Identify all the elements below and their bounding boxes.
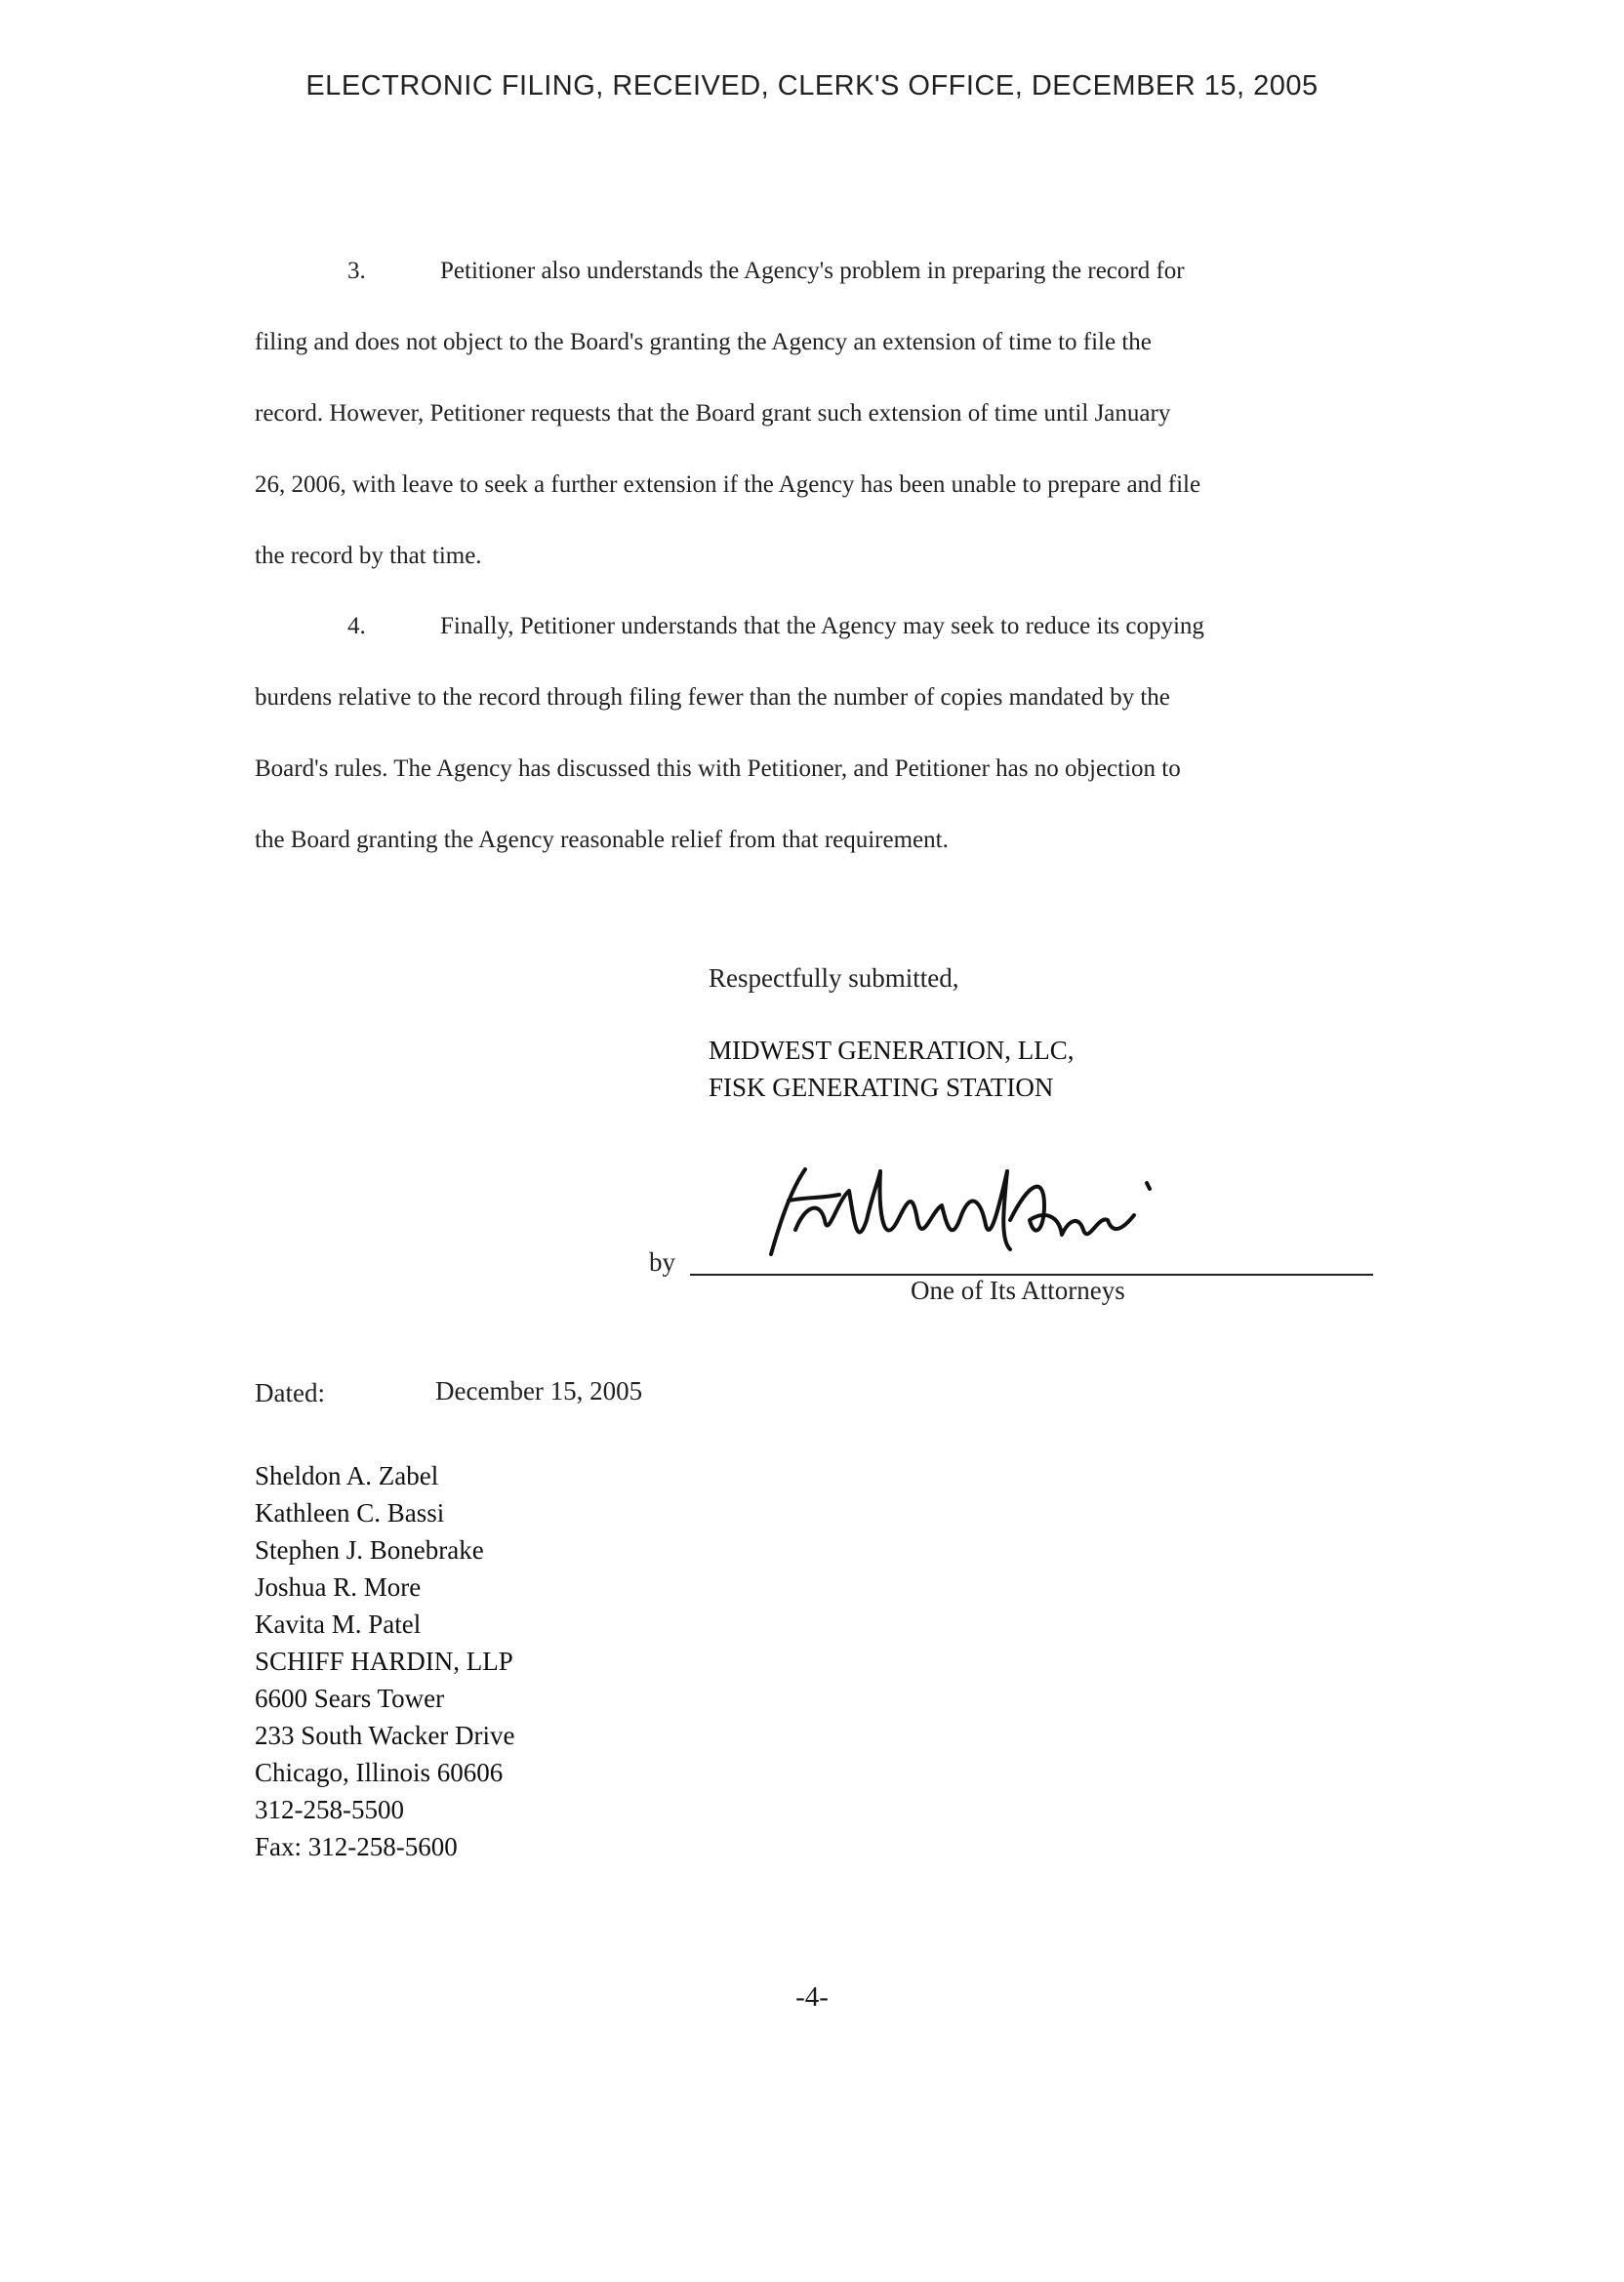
attorney-block bbox=[255, 1457, 515, 1865]
by-label: by bbox=[649, 1247, 675, 1277]
paragraph-line: Board's rules. The Agency has discussed this with Petitioner, and Petitioner has no objection to bbox=[255, 755, 1181, 782]
paragraph-line: burdens relative to the record through filing fewer than the number of copies mandated by the bbox=[255, 684, 1170, 711]
attorney-line: SCHIFF HARDIN, LLP bbox=[255, 1647, 513, 1676]
paragraph-line: Petitioner also understands the Agency's problem in preparing the record for bbox=[440, 258, 1185, 284]
paragraph-line: the Board granting the Agency reasonable relief from that requirement. bbox=[255, 827, 949, 853]
paragraph-line: 26, 2006, with leave to seek a further extension if the Agency has been unable to prepare and file bbox=[255, 471, 1201, 498]
dated-label: Dated: bbox=[255, 1378, 325, 1407]
attorney-line: 233 South Wacker Drive bbox=[255, 1721, 515, 1750]
closing-text: Respectfully submitted, bbox=[709, 963, 959, 993]
page-number: -4- bbox=[795, 1981, 829, 2013]
paragraph-line: filing and does not object to the Board's granting the Agency an extension of time to file the bbox=[255, 329, 1152, 355]
paragraph-line: record. However, Petitioner requests that the Board grant such extension of time until January bbox=[255, 400, 1171, 427]
attorney-line: 6600 Sears Tower bbox=[255, 1684, 445, 1713]
party-name bbox=[709, 1032, 1074, 1106]
attorney-line: Fax: 312-258-5600 bbox=[255, 1832, 458, 1861]
attorney-line: Kathleen C. Bassi bbox=[255, 1498, 445, 1528]
paragraph-line: Finally, Petitioner understands that the Agency may seek to reduce its copying bbox=[440, 613, 1204, 639]
party-line: FISK GENERATING STATION bbox=[709, 1073, 1054, 1102]
dated-value: December 15, 2005 bbox=[435, 1376, 643, 1406]
attorney-line: Sheldon A. Zabel bbox=[255, 1461, 439, 1490]
filing-header: ELECTRONIC FILING, RECEIVED, CLERK'S OFFICE, DECEMBER 15, 2005 bbox=[305, 70, 1319, 102]
party-line: MIDWEST GENERATION, LLC, bbox=[709, 1036, 1075, 1065]
attorney-line: Chicago, Illinois 60606 bbox=[255, 1758, 504, 1787]
attorney-line: 312-258-5500 bbox=[255, 1795, 404, 1824]
attorney-line: Stephen J. Bonebrake bbox=[255, 1535, 484, 1565]
attorney-line: Kavita M. Patel bbox=[255, 1610, 422, 1639]
attorney-line: Joshua R. More bbox=[255, 1572, 422, 1602]
signature-caption: One of Its Attorneys bbox=[911, 1276, 1125, 1305]
handwritten-signature bbox=[751, 1161, 1200, 1269]
paragraph-number: 3. bbox=[347, 258, 366, 284]
paragraph-number: 4. bbox=[347, 613, 366, 639]
paragraph-line: the record by that time. bbox=[255, 543, 482, 569]
